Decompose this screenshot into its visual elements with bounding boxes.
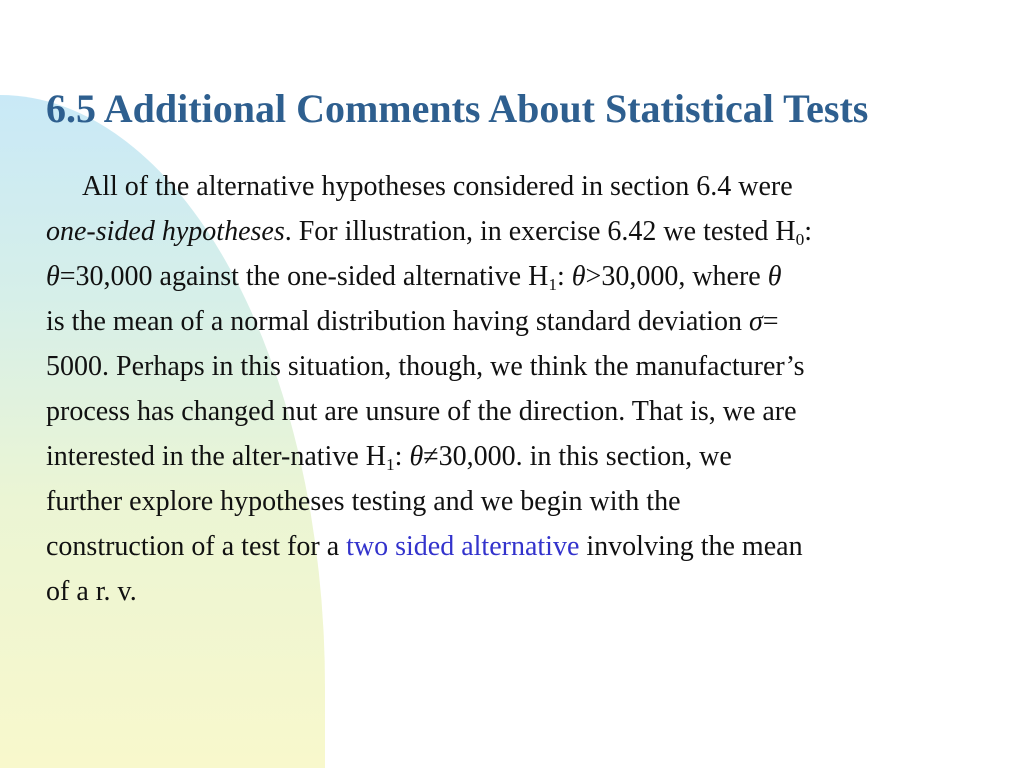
body-text: : (804, 216, 813, 247)
body-text: ≠30,000. in this section, we (423, 441, 732, 472)
subscript-zero: 0 (795, 230, 805, 250)
body-text: further explore hypotheses testing and we begin with the (46, 486, 681, 517)
body-line-4 (46, 299, 986, 344)
sigma-symbol: σ (748, 306, 763, 337)
body-text: : (394, 441, 410, 472)
body-text: of a r. v. (46, 576, 137, 607)
two-sided-alternative-term: two sided alternative (346, 531, 580, 562)
theta-symbol: θ (409, 441, 424, 472)
subscript-one: 1 (385, 455, 395, 475)
body-line-9 (46, 524, 986, 569)
body-text: . For illustration, in exercise 6.42 we tested H (284, 216, 796, 247)
body-line-6 (46, 389, 986, 434)
body-line-3 (46, 254, 986, 299)
one-sided-hypotheses-term: one-sided hypotheses (46, 216, 285, 247)
body-text: is the mean of a normal distribution having standard deviation (46, 306, 749, 337)
body-text: >30,000, where (585, 261, 768, 292)
body-text: All of the alternative hypotheses considered in section 6.4 were (82, 171, 793, 202)
body-line-7 (46, 434, 986, 479)
body-text: : (557, 261, 572, 292)
body-text: process has changed nut are unsure of the direction. That is, we are (46, 396, 797, 427)
subscript-one: 1 (548, 275, 557, 295)
body-line-1 (46, 164, 986, 209)
slide-title: 6.5 Additional Comments About Statistical Tests (46, 86, 869, 131)
body-line-5 (46, 344, 986, 389)
theta-symbol: θ (767, 261, 782, 292)
body-text: = (762, 306, 779, 337)
body-text: construction of a test for a (46, 531, 347, 562)
body-line-2 (46, 209, 986, 254)
body-text: interested in the alter-native H (46, 441, 386, 472)
theta-symbol: θ (46, 261, 60, 292)
body-text: involving the mean (579, 531, 803, 562)
body-line-8 (46, 479, 986, 524)
body-line-10 (46, 569, 986, 614)
theta-symbol: θ (571, 261, 586, 292)
body-text: =30,000 against the one-sided alternative H (59, 261, 549, 292)
body-text: 5000. Perhaps in this situation, though, we think the manufacturer’s (46, 351, 805, 382)
slide-body (46, 164, 986, 614)
